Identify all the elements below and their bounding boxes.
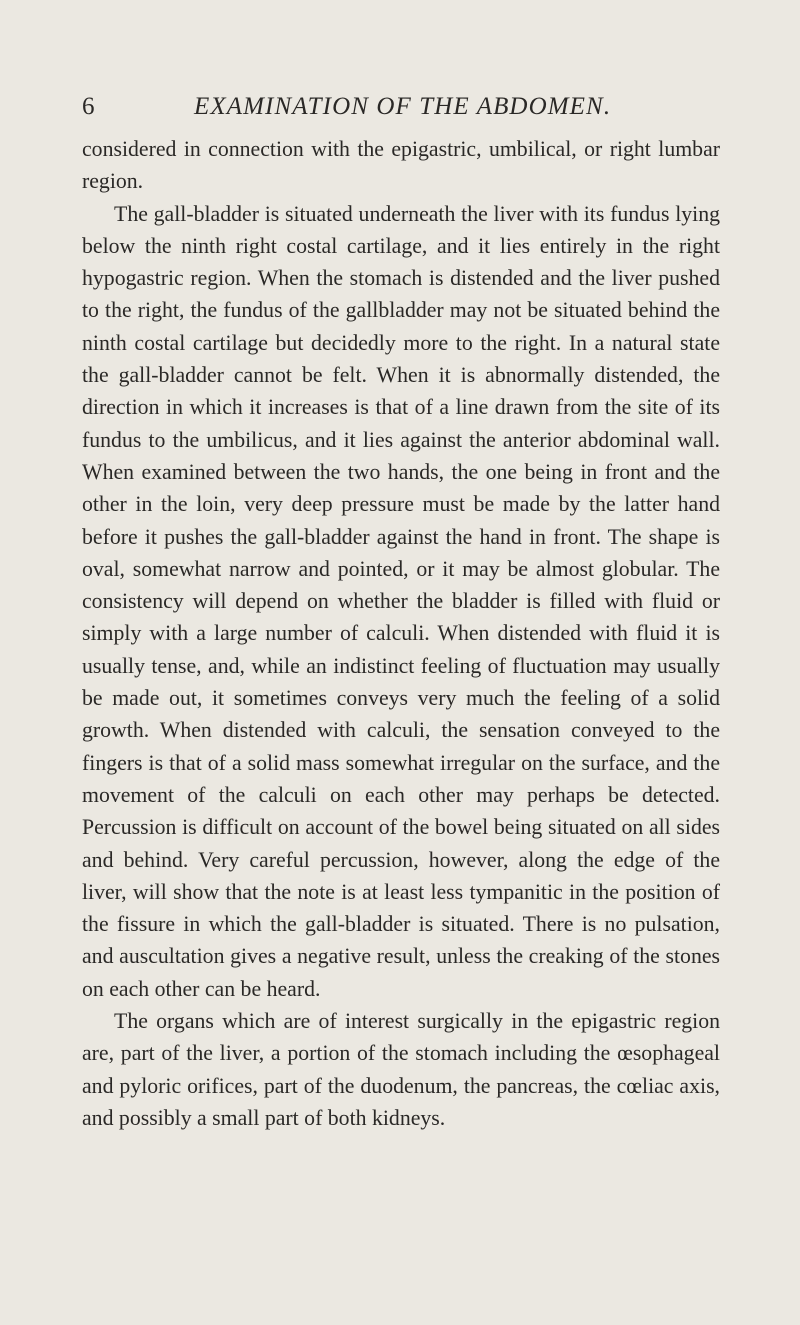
page-number: 6 bbox=[82, 93, 95, 120]
paragraph-gall-bladder: The gall-bladder is situated underneath the liver with its fundus lying below the ninth right costal cartilage, and it lies entirely in the right hypogastric region. When the stomach is distended and the liver pushed to the right, the fundus of the gallbladder may not be situated behind the ninth costal cartilage but decidedly more to the right. In a natural state the gall-bladder cannot be felt. When it is abnormally distended, the direction in which it increases is that of a line drawn from the site of its fundus to the umbilicus, and it lies against the anterior abdominal wall. When examined between the two hands, the one being in front and the other in the loin, very deep pressure must be made by the latter hand before it pushes the gall-bladder against the hand in front. The shape is oval, somewhat narrow and pointed, or it may be almost globular. The consistency will depend on whether the bladder is filled with fluid or simply with a large number of calculi. When distended with fluid it is usually tense, and, while an indistinct feeling of fluctuation may usually be made out, it sometimes conveys very much the feeling of a solid growth. When distended with calculi, the sensation conveyed to the fingers is that of a solid mass somewhat irregular on the surface, and the movement of the calculi on each other may perhaps be detected. Percussion is difficult on account of the bowel being situated on all sides and behind. Very careful percussion, however, along the edge of the liver, will show that the note is at least less tympanitic in the position of the fissure in which the gall-bladder is situated. There is no pulsation, and auscultation gives a negative result, unless the creaking of the stones on each other can be heard. bbox=[82, 201, 720, 1001]
paragraph-continued: considered in connection with the epigastric, umbilical, or right lumbar region. bbox=[82, 137, 720, 194]
body-text bbox=[82, 133, 720, 1134]
paragraph-epigastric-organs: The organs which are of interest surgically in the epigastric region are, part of the liver, a portion of the stomach including the œsophageal and pyloric orifices, part of the duodenum, the pancreas, the cœliac axis, and possibly a small part of both kidneys. bbox=[82, 1009, 720, 1130]
running-title: EXAMINATION OF THE ABDOMEN. bbox=[194, 93, 612, 120]
running-head bbox=[82, 92, 720, 126]
